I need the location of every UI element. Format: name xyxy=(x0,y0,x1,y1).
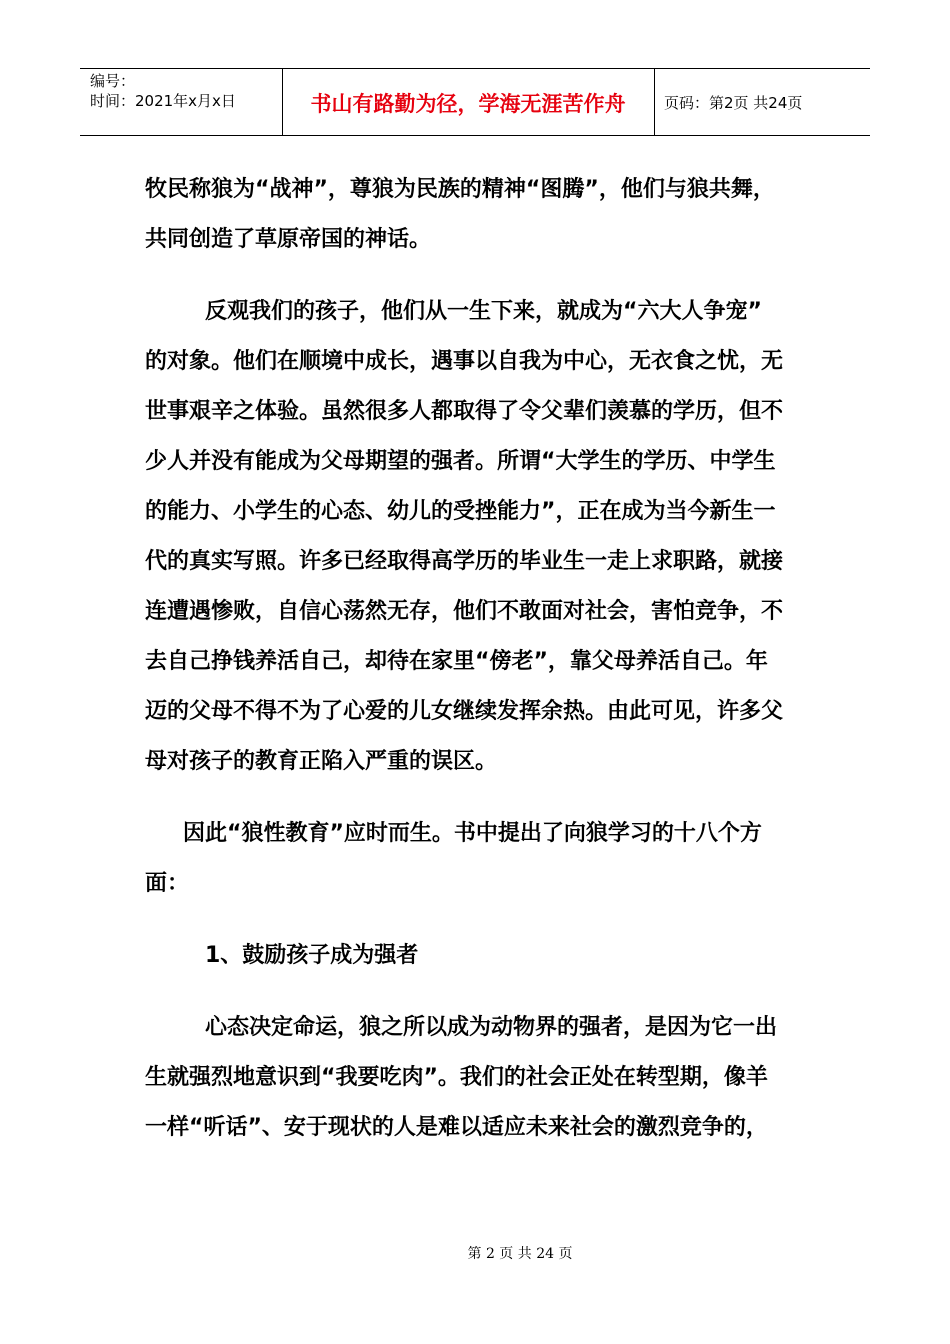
text-line: 的能力、小学生的心态、幼儿的受挫能力”，正在成为当今新生一 xyxy=(145,499,776,524)
header-meta xyxy=(90,71,236,111)
page-footer: 第 2 页 共 24 页 xyxy=(467,1246,573,1262)
text-line: 世事艰辛之体验。虽然很多人都取得了令父辈们羡慕的学历，但不 xyxy=(145,399,784,424)
text-line: 迈的父母不得不为了心爱的儿女继续发挥余热。由此可见，许多父 xyxy=(145,699,784,724)
text-line: 牧民称狼为“战神”，尊狼为民族的精神“图腾”，他们与狼共舞， xyxy=(145,177,775,202)
text-line: 生就强烈地意识到“我要吃肉”。我们的社会正处在转型期，像羊 xyxy=(145,1065,768,1090)
page-header xyxy=(80,68,870,136)
header-motto: 书山有路勤为径，学海无涯苦作舟 xyxy=(310,92,626,116)
header-page-number: 页码：第2页 共24页 xyxy=(664,94,803,112)
text-line: 少人并没有能成为父母期望的强者。所谓“大学生的学历、中学生 xyxy=(145,449,776,474)
text-line: 反观我们的孩子，他们从一生下来，就成为“六大人争宠” xyxy=(205,299,762,324)
paragraph xyxy=(145,1003,800,1153)
text-line: 代的真实写照。许多已经取得高学历的毕业生一走上求职路，就接 xyxy=(145,549,784,574)
paragraph xyxy=(145,809,800,909)
document-date-label: 时间：2021年x月x日 xyxy=(90,92,236,110)
header-divider xyxy=(654,69,655,135)
paragraph xyxy=(145,287,800,787)
paragraph xyxy=(145,165,800,265)
text-line: 一样“听话”、安于现状的人是难以适应未来社会的激烈竞争的， xyxy=(145,1115,768,1140)
text-line: 母对孩子的教育正陷入严重的误区。 xyxy=(145,749,498,774)
document-body xyxy=(145,165,800,1153)
document-number-label: 编号： xyxy=(90,72,136,90)
text-line: 的对象。他们在顺境中成长，遇事以自我为中心，无衣食之忧，无 xyxy=(145,349,784,374)
text-line: 心态决定命运，狼之所以成为动物界的强者，是因为它一出 xyxy=(205,1015,778,1040)
text-line: 连遭遇惨败，自信心荡然无存，他们不敢面对社会，害怕竞争，不 xyxy=(145,599,784,624)
text-line: 面： xyxy=(145,871,190,896)
section-heading xyxy=(145,931,800,981)
text-line: 共同创造了草原帝国的神话。 xyxy=(145,227,432,252)
text-line: 因此“狼性教育”应时而生。书中提出了向狼学习的十八个方 xyxy=(183,821,762,846)
text-line: 去自己挣钱养活自己，却待在家里“傍老”，靠父母养活自己。年 xyxy=(145,649,768,674)
text-line: 1、鼓励孩子成为强者 xyxy=(205,943,419,968)
